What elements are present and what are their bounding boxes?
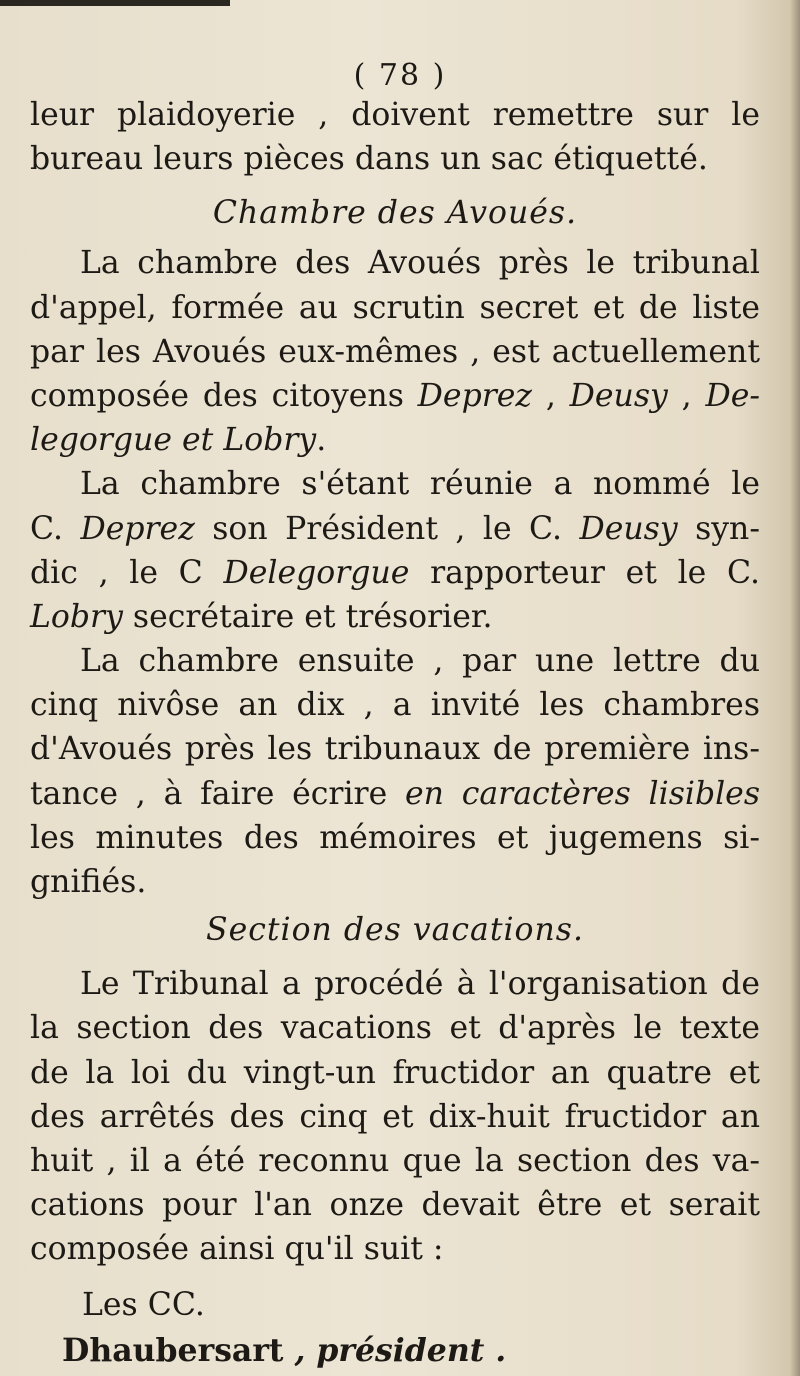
person-name: Deusy bbox=[579, 510, 678, 547]
text-line: dic , le C Delegorgue rapporteur et le C. bbox=[30, 554, 760, 591]
page-body bbox=[30, 93, 760, 1374]
page-edge-shadow bbox=[790, 0, 800, 1376]
text-line: des arrêtés des cinq et dix-huit fructidor an bbox=[30, 1098, 760, 1135]
paragraph-chambre-letter bbox=[30, 639, 760, 904]
person-name: legorgue bbox=[30, 422, 172, 459]
section-heading-section-des-vacations: Section des vacations. bbox=[205, 912, 584, 949]
top-rule bbox=[0, 0, 230, 6]
person-name: Lobry bbox=[30, 598, 123, 635]
text-line: cations pour l'an onze devait être et serait bbox=[30, 1187, 760, 1224]
text-line: composée ainsi qu'il suit : bbox=[30, 1231, 444, 1268]
text-line: les minutes des mémoires et jugemens si- bbox=[30, 819, 760, 856]
person-name: Deprez bbox=[417, 377, 533, 414]
paragraph-continued bbox=[30, 93, 760, 181]
text-line: leur plaidoyerie , doivent remettre sur le bbox=[30, 97, 760, 133]
paragraph-chambre-composition bbox=[30, 241, 760, 462]
paragraph-chambre-officers bbox=[30, 462, 760, 639]
text-line: huit , il a été reconnu que la section des va- bbox=[30, 1142, 760, 1179]
text-line: La chambre des Avoués près le tribunal bbox=[80, 245, 760, 282]
text-line: C. Deprez son Président , le C. Deusy syn- bbox=[30, 510, 760, 547]
text-line: composée des citoyens Deprez , Deusy , De- bbox=[30, 377, 760, 414]
text-line: Le Tribunal a procédé à l'organisation de bbox=[80, 966, 760, 1003]
text-line: Lobry secrétaire et trésorier. bbox=[30, 598, 493, 635]
text-line: par les Avoués eux-mêmes , est actuellement bbox=[30, 333, 760, 370]
person-name: Delegorgue bbox=[223, 554, 410, 591]
president-name: Dhaubersart bbox=[62, 1331, 284, 1369]
text-line: d'Avoués près les tribunaux de première ins- bbox=[30, 731, 760, 768]
section-heading-chambre-des-avoues: Chambre des Avoués. bbox=[212, 195, 578, 232]
page-number: ( 78 ) bbox=[353, 58, 447, 93]
person-name: Lobry bbox=[223, 422, 317, 459]
text-line: d'appel, formée au scrutin secret et de liste bbox=[30, 289, 760, 326]
person-name: Deusy bbox=[569, 377, 668, 414]
text-line: La chambre s'étant réunie a nommé le bbox=[80, 466, 760, 503]
text-line: tance , à faire écrire en caractères lisibles bbox=[30, 775, 760, 812]
president-title: président . bbox=[316, 1331, 507, 1369]
person-name: Deprez bbox=[80, 510, 195, 547]
text-line: La chambre ensuite , par une lettre du bbox=[80, 643, 760, 680]
president-line: Dhaubersart , président . bbox=[62, 1331, 507, 1369]
paragraph-vacations bbox=[30, 962, 760, 1271]
italic-phrase: en caractères lisibles bbox=[405, 775, 760, 812]
text-line: de la loi du vingt-un fructidor an quatre et bbox=[30, 1054, 760, 1091]
text-line: cinq nivôse an dix , a invité les chambres bbox=[30, 687, 760, 724]
text-line: gnifiés. bbox=[30, 864, 147, 900]
members-intro: Les CC. bbox=[82, 1286, 205, 1323]
person-name: De- bbox=[705, 377, 760, 414]
text-line: bureau leurs pièces dans un sac étiquetté. bbox=[30, 141, 708, 178]
text-line: legorgue et Lobry. bbox=[30, 422, 327, 459]
text-line: la section des vacations et d'après le texte bbox=[30, 1010, 760, 1047]
